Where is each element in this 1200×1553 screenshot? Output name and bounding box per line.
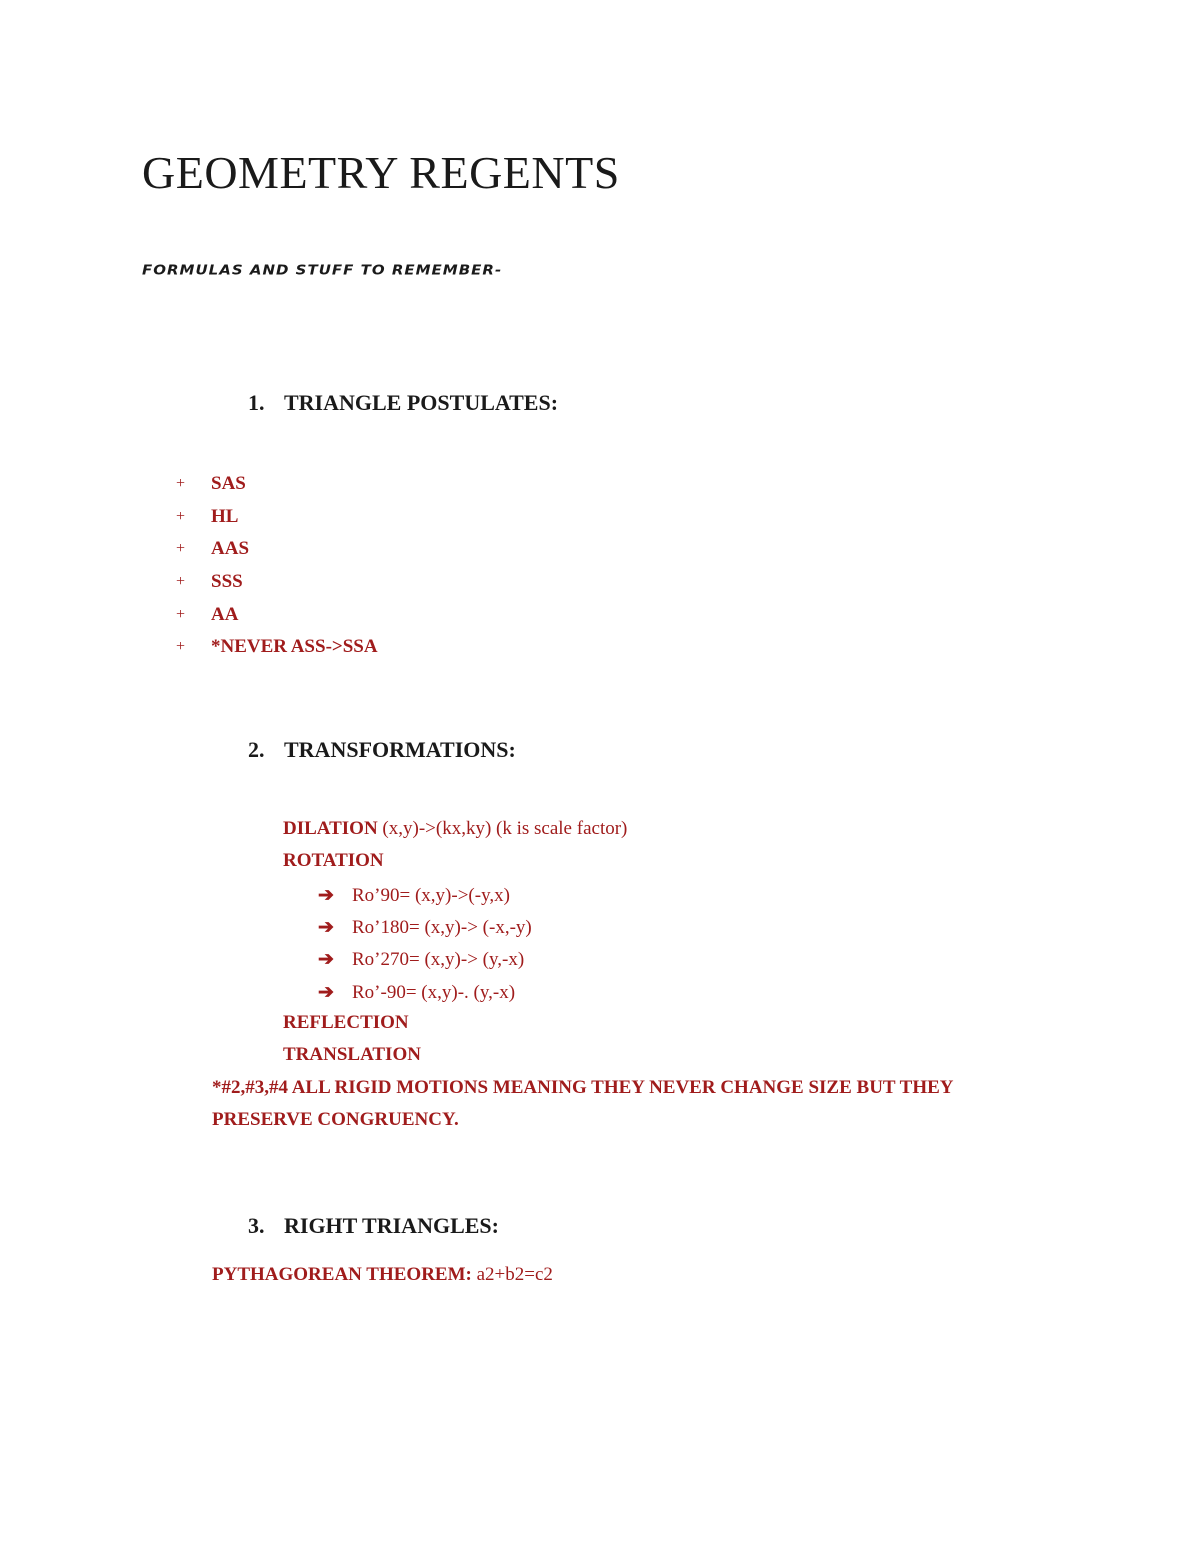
translation-label: TRANSLATION (283, 1044, 421, 1065)
document-subtitle: FORMULAS AND STUFF TO REMEMBER- (142, 262, 503, 279)
rotation-item (318, 948, 524, 971)
list-item-text: AA (211, 603, 239, 625)
plus-bullet-icon: + (176, 605, 186, 623)
arrow-right-icon: ➔ (318, 982, 334, 1003)
rigid-motion-note-line-1: *#2,#3,#4 ALL RIGID MOTIONS MEANING THEY NEVER CHANGE SIZE BUT THEY (212, 1077, 954, 1098)
arrow-right-icon: ➔ (318, 885, 334, 906)
plus-bullet-icon: + (176, 638, 186, 656)
pythagorean-line (212, 1264, 553, 1286)
list-item-text: AAS (211, 538, 250, 560)
rotation-label: ROTATION (283, 850, 384, 871)
list-item-text: SAS (211, 473, 246, 495)
rotation-item-text: Ro’-90= (x,y)-. (y,-x) (352, 982, 516, 1003)
rotation-item-text: Ro’90= (x,y)->(-y,x) (352, 885, 510, 906)
dilation-line (283, 818, 627, 840)
list-item (176, 598, 378, 631)
section-number: 2. (248, 737, 265, 762)
section-title: TRIANGLE POSTULATES: (284, 390, 559, 415)
list-item (176, 501, 378, 534)
reflection-label: REFLECTION (283, 1012, 409, 1033)
list-item (176, 631, 378, 664)
rotation-item-text: Ro’180= (x,y)-> (-x,-y) (352, 917, 532, 938)
list-item (176, 566, 378, 599)
postulate-list (176, 468, 378, 664)
dilation-formula: (x,y)->(kx,ky) (k is scale factor) (382, 818, 628, 839)
arrow-right-icon: ➔ (318, 949, 334, 970)
section-number: 3. (248, 1213, 265, 1238)
plus-bullet-icon: + (176, 540, 186, 558)
plus-bullet-icon: + (176, 507, 186, 525)
plus-bullet-icon: + (176, 573, 186, 591)
list-item (176, 533, 378, 566)
document-title: GEOMETRY REGENTS (142, 147, 620, 198)
dilation-label: DILATION (283, 818, 378, 839)
list-item-text: *NEVER ASS->SSA (211, 636, 378, 658)
rotation-item (318, 884, 510, 907)
section-heading-triangle-postulates (248, 390, 558, 416)
section-heading-right-triangles (248, 1213, 499, 1239)
rotation-item-text: Ro’270= (x,y)-> (y,-x) (352, 949, 525, 970)
arrow-right-icon: ➔ (318, 917, 334, 938)
section-number: 1. (248, 390, 265, 415)
list-item-text: HL (211, 505, 239, 527)
section-heading-transformations (248, 737, 516, 763)
rotation-item (318, 916, 532, 939)
section-title: RIGHT TRIANGLES: (284, 1213, 499, 1238)
plus-bullet-icon: + (176, 475, 186, 493)
section-title: TRANSFORMATIONS: (284, 737, 516, 762)
pythagorean-label: PYTHAGOREAN THEOREM: (212, 1264, 472, 1285)
list-item (176, 468, 378, 501)
list-item-text: SSS (211, 571, 243, 593)
rigid-motion-note-line-2: PRESERVE CONGRUENCY. (212, 1109, 459, 1130)
pythagorean-formula: a2+b2=c2 (476, 1264, 553, 1285)
rotation-item (318, 981, 515, 1004)
